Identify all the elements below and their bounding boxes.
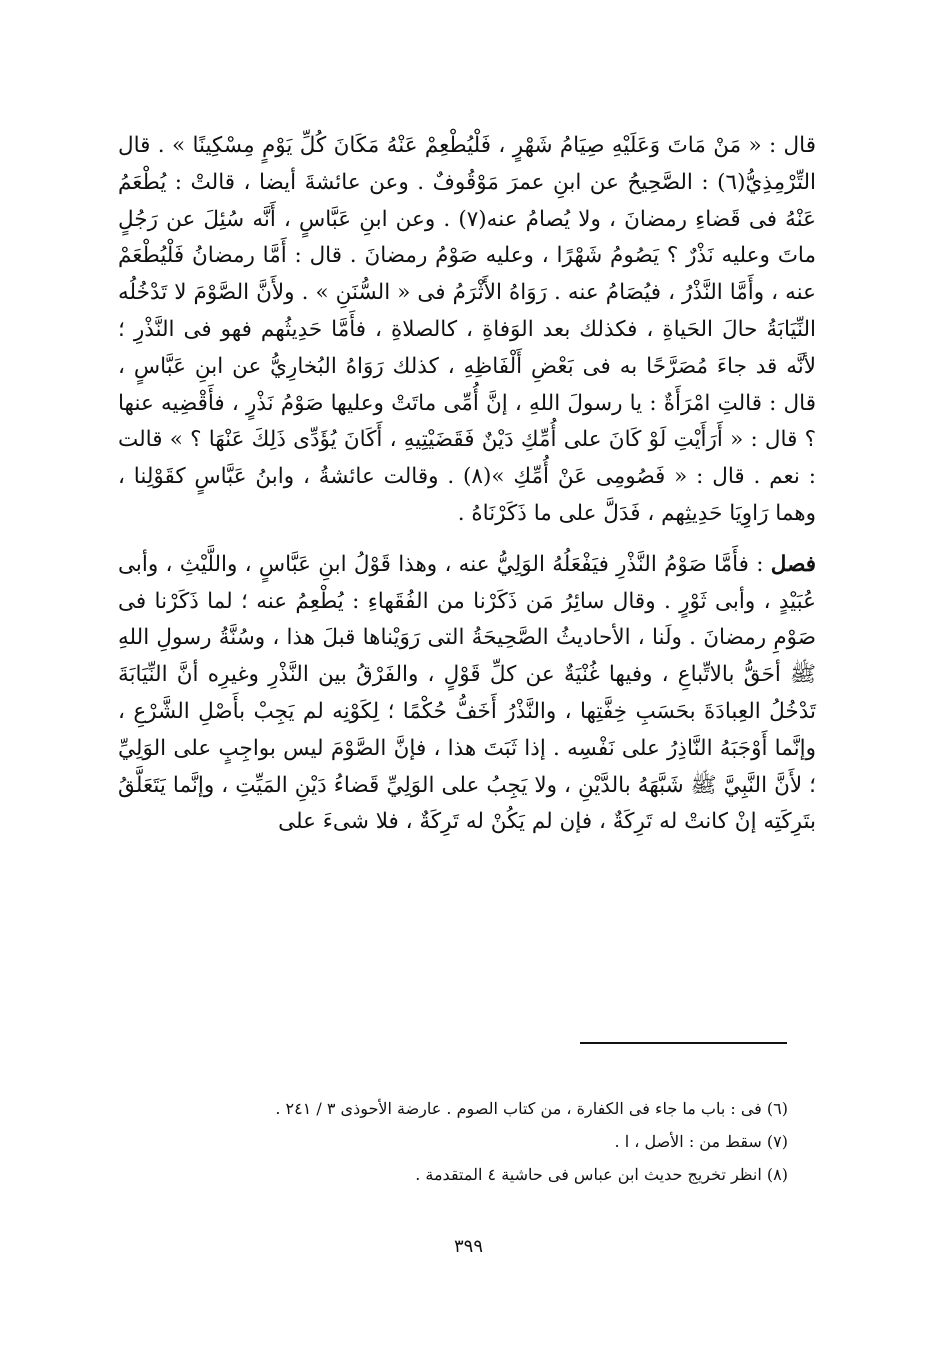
section-heading-fasl: فصل (770, 551, 816, 577)
footnote-6: (٦) فى : باب ما جاء فى الكفارة ، من كتاب الصوم . عارضة الأحوذى ٣ / ٢٤١ . (275, 1099, 788, 1118)
footnote-7: (٧) سقط من : الأصل ، ا . (614, 1132, 788, 1151)
footnote-separator (580, 1042, 787, 1044)
page-number: ٣٩٩ (453, 1236, 483, 1257)
body-paragraph-1: قال : « مَنْ مَاتَ وَعَلَيْهِ صِيَامُ شَهْرٍ ، فَلْيُطْعِمْ عَنْهُ مَكَانَ كُلِّ يَوْمٍ مِسْكِينًا » . قال التِّرْمِذِيُّ(٦) : الصَّحِيحُ عن ابنِ عمرَ مَوْقُوفٌ . وعن عائشةَ أيضا ، قالتْ : يُطْعَمُ عَنْهُ فى قَضاءِ رمضانَ ، ولا يُصامُ عنه(٧) . وعن ابنِ عَبَّاسٍ ، أَنَّه سُئِلَ عن رَجُلٍ ماتَ وعليه نَذْرٌ ؟ يَصُومُ شَهْرًا ، وعليه صَوْمُ رمضانَ . قال : أَمَّا رمضانُ فَلْيُطْعَمْ عنه ، وأَمَّا النَّذْرُ ، فيُصَامُ عنه . رَوَاهُ الأَثْرَمُ فى « السُّنَنِ » . ولأَنَّ الصَّوْمَ لا تَدْخُلُه النِّيَابَةُ حالَ الحَياةِ ، فكذلك بعد الوَفاةِ ، كالصلاةِ ، فأَمَّا حَدِيثُهم فهو فى النَّذْرِ ؛ لأنَّه قد جاءَ مُصَرَّحًا به فى بَعْضِ أَلْفَاظِهِ ، كذلك رَوَاهُ البُخارِيُّ عن ابنِ عَبَّاسٍ ، قال : قالتِ امْرَأَةٌ : يا رسولَ اللهِ ، إنَّ أُمِّى ماتَتْ وعليها صَوْمُ نَذْرٍ ، فأَقْضِيه عنها ؟ قال : « أَرَأَيْتِ لَوْ كَانَ على أُمِّكِ دَيْنٌ فَقَضَيْتِيهِ ، أَكَانَ يُؤَدِّى ذَلِكَ عَنْهَا ؟ » قالت : نعم . قال : « فَصُومِى عَنْ أُمِّكِ »(٨) . وقالت عائشةُ ، وابنُ عَبَّاسٍ كقَوْلِنا ، وهما رَاوِيَا حَدِيثِهم ، فَدَلَّ على ما ذَكَرْنَاهُ . (118, 133, 816, 526)
main-text-block (118, 128, 816, 841)
footnote-8: (٨) انظر تخريج حديث ابن عباس فى حاشية ٤ المتقدمة . (415, 1165, 788, 1184)
body-paragraph-2-text: : فأَمَّا صَوْمُ النَّذْرِ فيَفْعَلُهُ الوَلِيُّ عنه ، وهذا قَوْلُ ابنِ عَبَّاسٍ ، واللَّيْثِ ، وأبى عُبَيْدٍ ، وأبى ثَوْرٍ . وقال سائِرُ مَن ذَكَرْنا من الفُقَهاءِ : يُطْعِمُ عنه ؛ لما ذَكَرْنا فى صَوْمِ رمضانَ . ولَنا ، الأحاديثُ الصَّحِيحَةُ التى رَوَيْناها قبلَ هذا ، وسُنَّةُ رسولِ اللهِ ﷺ أحَقُّ بالاتِّباعِ ، وفيها غُنْيَةٌ عن كلِّ قَوْلٍ ، والفَرْقُ بين النَّذْرِ وغيرِه أنَّ النِّيَابَةَ تَدْخُلُ العِبادَةَ بحَسَبِ خِفَّتِها ، والنَّذْرُ أَخَفُّ حُكْمًا ؛ لِكَوْنِه لم يَجِبْ بأَصْلِ الشَّرْعِ ، وإنَّما أَوْجَبَهُ النَّاذِرُ على نَفْسِه . إذا ثَبَتَ هذا ، فإنَّ الصَّوْمَ ليس بواجِبٍ على الوَلِيِّ ؛ لأَنَّ النَّبِيَّ ﷺ شَبَّهَهُ بالدَّيْنِ ، ولا يَجِبُ على الوَلِيِّ قَضاءُ دَيْنِ المَيِّتِ ، وإنَّما يَتَعَلَّقُ بتَرِكَتِه إنْ كانتْ له تَرِكَةٌ ، فإن لم يَكُنْ له تَرِكَةٌ ، فلا شىءَ على (118, 551, 816, 835)
footnotes (150, 1092, 788, 1191)
body-paragraph-2 (118, 547, 816, 841)
